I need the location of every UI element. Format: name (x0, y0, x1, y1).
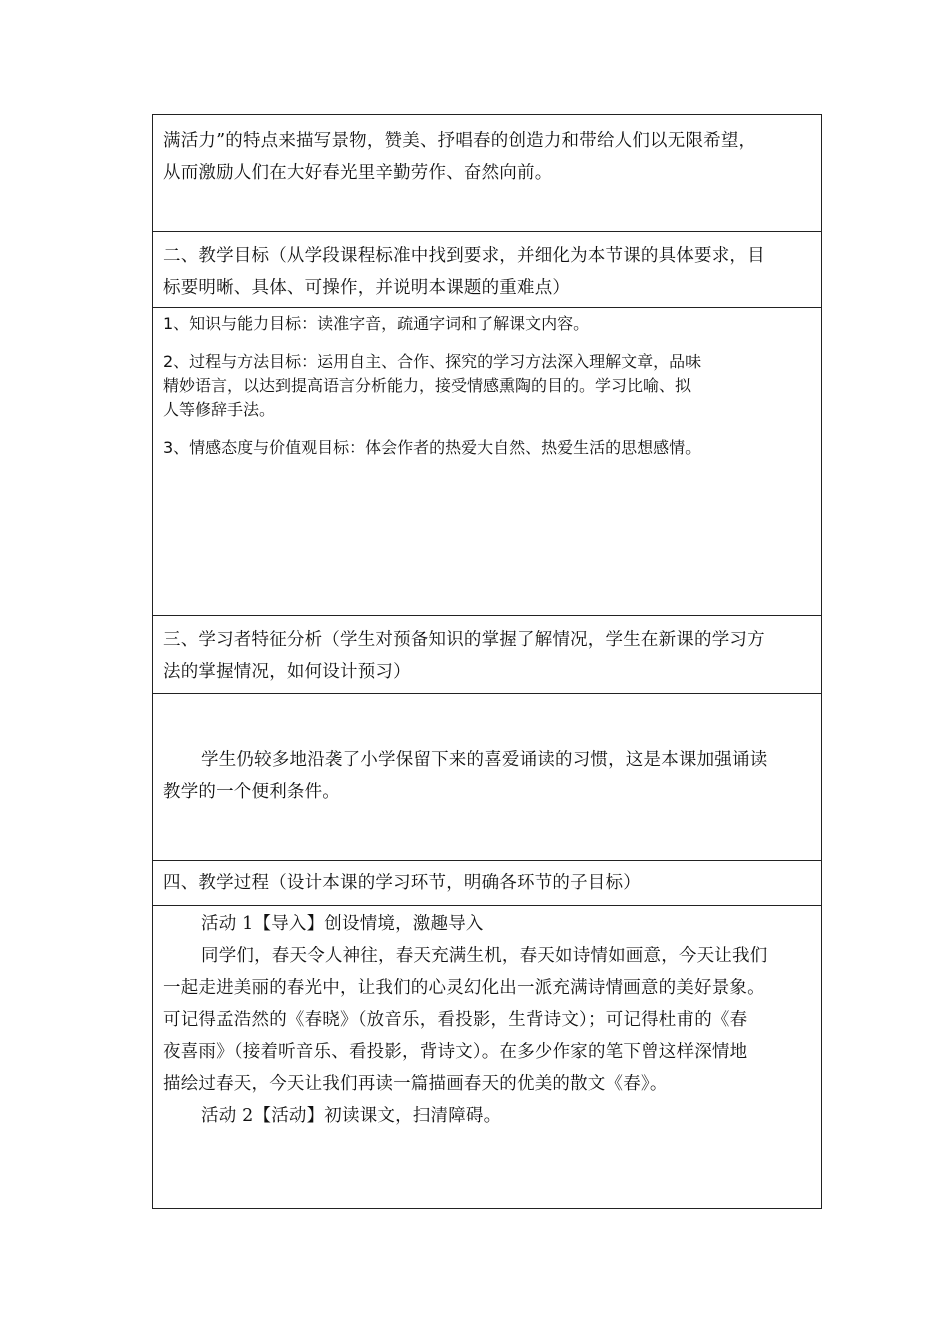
intro-line-5: 描绘过春天，今天让我们再读一篇描画春天的优美的散文《春》。 (163, 1074, 668, 1094)
background-cell (153, 115, 821, 232)
activity-2-title: 活动 2【活动】初读课文，扫清障碍。 (201, 1106, 502, 1126)
background-line-1: 满活力”的特点来描写景物，赞美、抒唱春的创造力和带给人们以无限希望， (163, 131, 757, 151)
intro-line-4: 夜喜雨》（接着听音乐、看投影，背诗文）。在多少作家的笔下曾这样深情地 (163, 1042, 748, 1062)
objective-process-line-1: 2、过程与方法目标：运用自主、合作、探究的学习方法深入理解文章，品味 (163, 352, 702, 371)
intro-line-2: 一起走进美丽的春光中，让我们的心灵幻化出一派充满诗情画意的美好景象。 (163, 978, 765, 998)
objective-attitude-text: 3、情感态度与价值观目标：体会作者的热爱大自然、热爱生活的思想感情。 (163, 438, 702, 457)
learner-analysis-content-cell (153, 694, 821, 861)
activity-1-title: 活动 1【导入】创设情境，激趣导入 (201, 914, 484, 934)
learner-content-line-2: 教学的一个便利条件。 (163, 782, 340, 802)
objective-attitude (163, 436, 811, 460)
learner-heading-line-1: 三、学习者特征分析（学生对预备知识的掌握了解情况，学生在新课的学习方 (163, 630, 765, 650)
teaching-process-content-cell (153, 906, 821, 1208)
objective-knowledge (163, 312, 811, 336)
learner-heading-line-2: 法的掌握情况，如何设计预习） (163, 662, 411, 682)
teaching-process-heading: 四、教学过程（设计本课的学习环节，明确各环节的子目标） (163, 873, 641, 893)
learner-content-line-1: 学生仍较多地沿袭了小学保留下来的喜爱诵读的习惯，这是本课加强诵读 (201, 750, 768, 770)
intro-line-3: 可记得孟浩然的《春晓》（放音乐，看投影，生背诗文）；可记得杜甫的《春 (163, 1010, 748, 1030)
objective-process (163, 350, 811, 422)
teaching-objectives-heading-cell (153, 232, 821, 308)
learner-analysis-heading-cell (153, 616, 821, 694)
objectives-heading-line-2: 标要明晰、具体、可操作，并说明本课题的重难点） (163, 278, 571, 298)
intro-line-1: 同学们，春天令人神往，春天充满生机，春天如诗情如画意，今天让我们 (201, 946, 768, 966)
teaching-objectives-content-cell (153, 308, 821, 616)
objective-process-line-2: 精妙语言，以达到提高语言分析能力，接受情感熏陶的目的。学习比喻、拟 (163, 376, 692, 395)
background-line-2: 从而激励人们在大好春光里辛勤劳作、奋然向前。 (163, 163, 553, 183)
objective-knowledge-text: 1、知识与能力目标：读准字音，疏通字词和了解课文内容。 (163, 314, 590, 333)
objective-process-line-3: 人等修辞手法。 (163, 400, 276, 419)
objectives-heading-line-1: 二、教学目标（从学段课程标准中找到要求，并细化为本节课的具体要求，目 (163, 246, 765, 266)
teaching-process-heading-cell (153, 861, 821, 906)
lesson-plan-table (152, 114, 822, 1209)
